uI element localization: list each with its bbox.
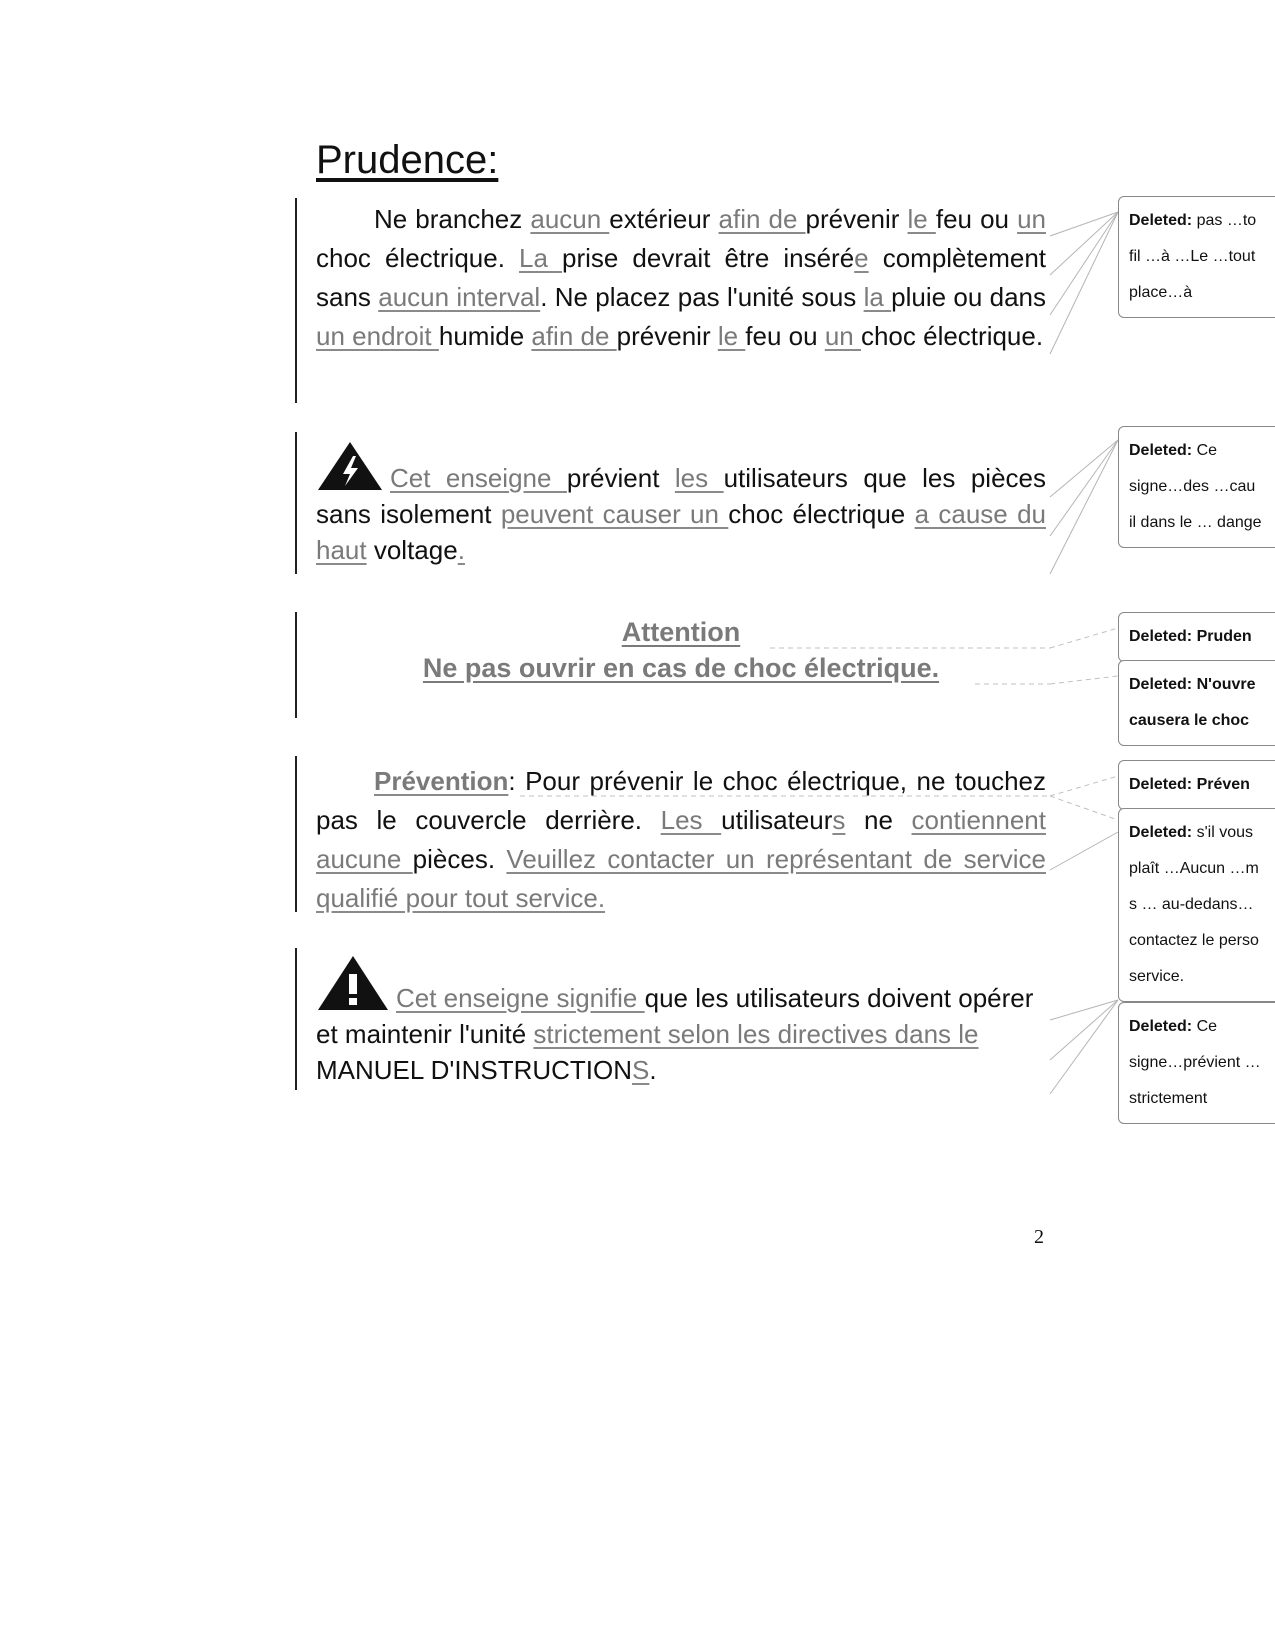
- text-run: utilisateurs que les pièces sans isolement: [316, 463, 1047, 529]
- balloon-line: contactez le perso: [1129, 932, 1259, 949]
- deleted-balloon[interactable]: [1118, 426, 1275, 548]
- text-run: ne: [845, 805, 912, 835]
- insertion[interactable]: a cause du haut: [316, 499, 1046, 565]
- high-voltage-warning-icon: [316, 440, 384, 492]
- text-run: : Pour prévenir le choc électrique, ne touchez pas le couvercle derrière.: [316, 766, 1046, 835]
- insertion[interactable]: peuvent causer: [500, 499, 691, 529]
- balloon-line: Préven: [1196, 776, 1250, 793]
- insertion[interactable]: Cet enseigne signifie: [396, 983, 645, 1013]
- text-run: feu ou: [935, 204, 1018, 234]
- balloon-label: Deleted:: [1129, 1018, 1193, 1035]
- text-run: prise devrait être inséré: [561, 243, 855, 273]
- balloon-line: place…à: [1129, 284, 1193, 301]
- insertion[interactable]: .: [457, 535, 465, 565]
- insertion[interactable]: S: [632, 1055, 650, 1085]
- balloon-line: plaît …Aucun …m: [1129, 860, 1259, 877]
- change-bar: [295, 198, 297, 403]
- text-run: complètement sans: [316, 243, 1046, 312]
- insertion[interactable]: le: [907, 204, 936, 234]
- insertion[interactable]: Les: [660, 805, 722, 835]
- insertion[interactable]: la: [863, 282, 892, 312]
- text-run: prévenir: [805, 204, 908, 234]
- text-run: extérieur: [609, 204, 719, 234]
- attention-title[interactable]: Attention: [621, 617, 741, 647]
- balloon-line: service.: [1129, 968, 1185, 985]
- text-run: utilisateur: [721, 805, 833, 835]
- balloon-line: s'il vous: [1196, 824, 1253, 841]
- text-run: Ne branchez: [374, 204, 531, 234]
- instructions-paragraph: [316, 980, 1046, 1088]
- insertion[interactable]: Veuillez contacter un représentant de service qualifié pour tout service.: [316, 844, 1046, 913]
- balloon-line: signe…prévient …: [1129, 1054, 1261, 1071]
- insertion[interactable]: La: [519, 243, 562, 273]
- insertion[interactable]: les: [674, 463, 724, 493]
- balloon-line: signe…des …cau: [1129, 478, 1256, 495]
- deleted-balloon[interactable]: [1118, 660, 1275, 746]
- insertion[interactable]: un endroit: [316, 321, 439, 351]
- voltage-warning-paragraph: [316, 460, 1046, 568]
- insertion[interactable]: Cet enseigne: [390, 463, 567, 493]
- insertion[interactable]: e: [854, 243, 869, 273]
- text-run: MANUEL D'INSTRUCTION: [316, 1055, 633, 1085]
- page-title: Prudence:: [316, 138, 499, 182]
- change-bar: [295, 948, 297, 1090]
- balloon-line: Ce: [1196, 1018, 1218, 1035]
- exclamation-warning-icon: [316, 954, 390, 1012]
- balloon-line: causera le choc: [1129, 712, 1250, 729]
- text-run: prévient: [566, 463, 675, 493]
- balloon-label: Deleted:: [1129, 824, 1193, 841]
- insertion[interactable]: afin de: [531, 321, 617, 351]
- text-run: pluie ou dans: [891, 282, 1046, 312]
- text-run: choc électrique: [728, 499, 915, 529]
- deleted-balloon[interactable]: [1118, 760, 1275, 810]
- balloon-line: Ce: [1196, 442, 1218, 459]
- attention-text[interactable]: Ne pas ouvrir en cas de choc électrique.: [422, 653, 940, 683]
- text-run: que les utilisateurs doivent opérer et maintenir l'unité: [316, 983, 1034, 1049]
- text-run: . Ne placez pas l'unité sous: [540, 282, 864, 312]
- balloon-label: Deleted:: [1129, 776, 1193, 793]
- balloon-label: Deleted:: [1129, 676, 1193, 693]
- text-run: choc électrique.: [316, 243, 519, 273]
- balloon-line: pas …to: [1196, 212, 1257, 229]
- insertion[interactable]: afin de: [718, 204, 806, 234]
- attention-subheading: [316, 650, 1046, 686]
- insertion[interactable]: un: [824, 321, 861, 351]
- balloon-line: N'ouvre: [1196, 676, 1256, 693]
- text-run: humide: [438, 321, 532, 351]
- text-run: .: [649, 1055, 657, 1085]
- balloon-line: strictement: [1129, 1090, 1208, 1107]
- deleted-balloon[interactable]: [1118, 1002, 1275, 1124]
- text-run: feu ou: [745, 321, 825, 351]
- insertion[interactable]: strictement selon les directives dans le: [533, 1019, 979, 1049]
- insertion[interactable]: un: [690, 499, 729, 529]
- deleted-balloon[interactable]: [1118, 196, 1275, 318]
- change-bar: [295, 756, 297, 912]
- change-bar: [295, 612, 297, 718]
- deleted-balloon[interactable]: [1118, 612, 1275, 662]
- prudence-paragraph: [316, 200, 1046, 356]
- balloon-line: s … au-dedans…: [1129, 896, 1254, 913]
- balloon-label: Deleted:: [1129, 212, 1193, 229]
- text-run: prévenir: [616, 321, 718, 351]
- insertion[interactable]: aucun interval: [378, 282, 541, 312]
- insertion[interactable]: aucun: [530, 204, 610, 234]
- balloon-line: fil …à …Le …tout: [1129, 248, 1256, 265]
- attention-heading: [316, 614, 1046, 650]
- balloon-label: Deleted:: [1129, 442, 1193, 459]
- balloon-line: Pruden: [1196, 628, 1252, 645]
- page-number: 2: [1034, 1226, 1044, 1248]
- insertion[interactable]: un: [1017, 204, 1046, 234]
- insertion[interactable]: contiennent aucune: [316, 805, 1046, 874]
- text-run: pièces.: [412, 844, 507, 874]
- text-run: choc électrique.: [860, 321, 1044, 351]
- balloon-line: il dans le … dange: [1129, 514, 1262, 531]
- text-run: voltage: [366, 535, 458, 565]
- balloon-label: Deleted:: [1129, 628, 1193, 645]
- change-bar: [295, 432, 297, 574]
- deleted-balloon[interactable]: [1118, 808, 1275, 1002]
- insertion[interactable]: s: [832, 805, 846, 835]
- insertion[interactable]: le: [717, 321, 746, 351]
- insertion[interactable]: Prévention: [374, 766, 509, 796]
- prevention-paragraph: [316, 762, 1046, 918]
